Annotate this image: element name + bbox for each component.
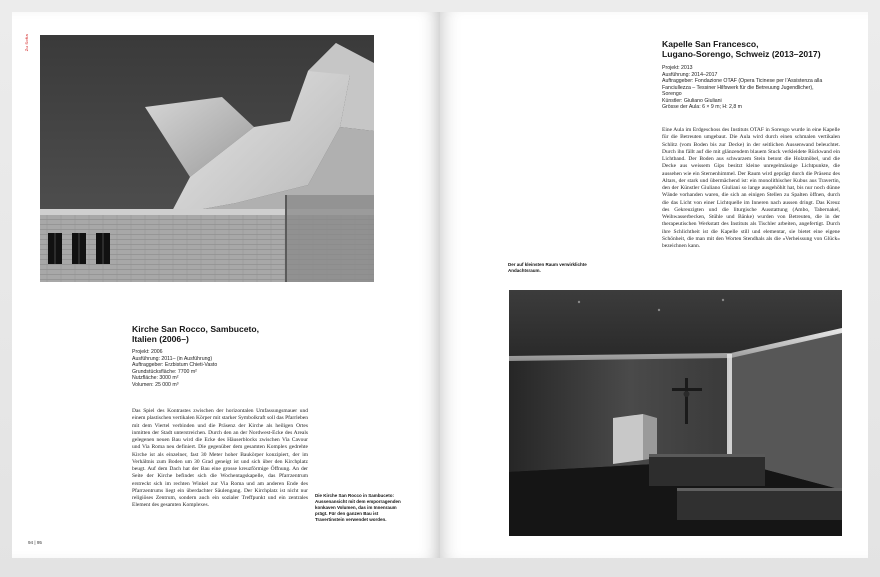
left-page [12, 12, 440, 558]
meta-line: Volumen: 25 000 m³ [132, 381, 179, 388]
page-folio: 94 | 95 [28, 540, 42, 545]
meta-line: Ausführung: 2014–2017 [662, 71, 718, 78]
meta-line: Fanciullezza – Tessiner Hilfswerk für die Betreuung Jugendlicher), [662, 84, 814, 91]
meta-line: Nutzfläche: 3000 m² [132, 375, 179, 381]
left-body-text: Das Spiel des Kontrastes zwischen der horizontalen Umfassungsmauer und einem plastischen vertikalen Körper mit starker Symbolkraft soll das Pfarrleben mit dem Viertel verbinden und die Präsenz der Kirche als heiligen Ortes inmitten der Stadt unterstreichen. Durch den an der Nordwest-Ecke des Areals gelegenen neuen Bau wird die Ecke des Häuserblocks zwischen Via Cavour und Via Roma neu definiert. Die gegenüber dem gesamten Komplex gedrehte Kirche ist als einzelner, fast 30 Meter hoher Baukörper konzipiert, der im Verhältnis zum Boden um 30 Grad geneigt ist und sich über den Kirchplatz beugt. Auf dem Dach hat der Bau eine grosse kreuzförmige Öffnung. An der Seite der Kirche befindet sich die Wochentagskapelle, das Pfarrzentrum erstreckt sich im rechten Winkel zur Via Roma und am anderen Ende des Pfarrzentrums liegt ein überdachter Säulengang. Der Kirchplatz ist nicht nur religiöses Zentrum, sondern auch ein sozialer Treffpunkt und ein zentrales Element des gesamten Komplexes. [132, 408, 308, 509]
left-project-title [132, 324, 332, 345]
meta-line: Sorengo [662, 91, 682, 97]
left-title-line-1: Kirche San Rocco, Sambuceto, [132, 324, 260, 334]
right-body-text: Eine Aula im Erdgeschoss des Instituts OTAF in Sorengo wurde in eine Kapelle für die Betreuten umgebaut. Die Aula wird durch einen schmalen vertikalen Schlitz (vom Boden bis zur Decke) in der seitlichen Aussenwand beleuchtet. Durch ihn fällt auf die mit glänzendem blauem Stuck verkleidete Rückwand ein Lichtband. Der Boden aus schwarzem Stein betont die Holzmöbel, und die Decke aus weissem Gips besitzt kleine unregelmässige Lichtpunkte, die aussehen wie ein Sternenhimmel. Der Raum wird geprägt durch die Präsenz des Altars, der stark und übermächend ist: ein monolithischer Kubus aus Travertin, den der Künstler Giuliano Giuliani so lange ausgehöhlt hat, bis nur noch dünne Wände vorhanden waren, die sich an einigen Stellen zu Spalten öffnen, durch die das Licht von einer Lichtquelle im Inneren nach aussen dringt. Das Kreuz des Gekreuzigten und die liturgische Ausstattung (Ambo, Tabernakel, Weihwasserbecken, Stühle und Bänke) wurden von Betreuten, die in der therapeutischen Werkstatt des Instituts als Tischler arbeiten, angefertigt. Durch ihre Schlichtheit ist die Kapelle still und elementar, sie bietet eine eigene Schönheit, die man mit den Worten Stendhals als die «Verheissung von Glück» bezeichnen kann. [662, 127, 840, 249]
right-photo-caption: Der auf kleinsten Raum verwirklichte Andachtsraum. [508, 262, 587, 273]
right-title-line-1: Kapelle San Francesco, [662, 39, 759, 49]
left-title-line-2: Italien (2006–) [132, 334, 189, 345]
meta-line: Künstler: Giuliano Giuliani [662, 97, 722, 104]
meta-line: Auftraggeber: Fondazione OTAF (Opera Ticinese per l’Assistenza alla [662, 78, 823, 84]
left-photo-caption: Die Kirche San Rocco in Sambuceto: Aussenansicht mit dem emporragenden konkaven Volumen, das im Innenraum prägt. Für den ganzen Bau ist Travertinstein verwendet worden. [315, 493, 401, 522]
meta-line: Projekt: 2013 [662, 65, 693, 71]
chapel-interior-photo [509, 290, 842, 536]
right-project-title [662, 39, 862, 60]
church-exterior-photo [40, 35, 374, 282]
right-title-line-2: Lugano-Sorengo, Schweiz (2013–2017) [662, 49, 821, 60]
meta-line: Ausführung: 2011– (in Ausführung) [132, 355, 213, 362]
left-project-meta [132, 349, 332, 388]
meta-line: Auftraggeber: Erzbistum Chieti-Vasto [132, 362, 218, 368]
meta-line: Grösse der Aula: 6 × 9 m; H: 2,8 m [662, 104, 743, 110]
section-runner: Zu Sofia [24, 34, 29, 52]
meta-line: Projekt: 2006 [132, 349, 163, 355]
right-page [440, 12, 868, 558]
right-project-meta [662, 65, 862, 111]
meta-line: Grundstücksfläche: 7700 m² [132, 368, 197, 375]
